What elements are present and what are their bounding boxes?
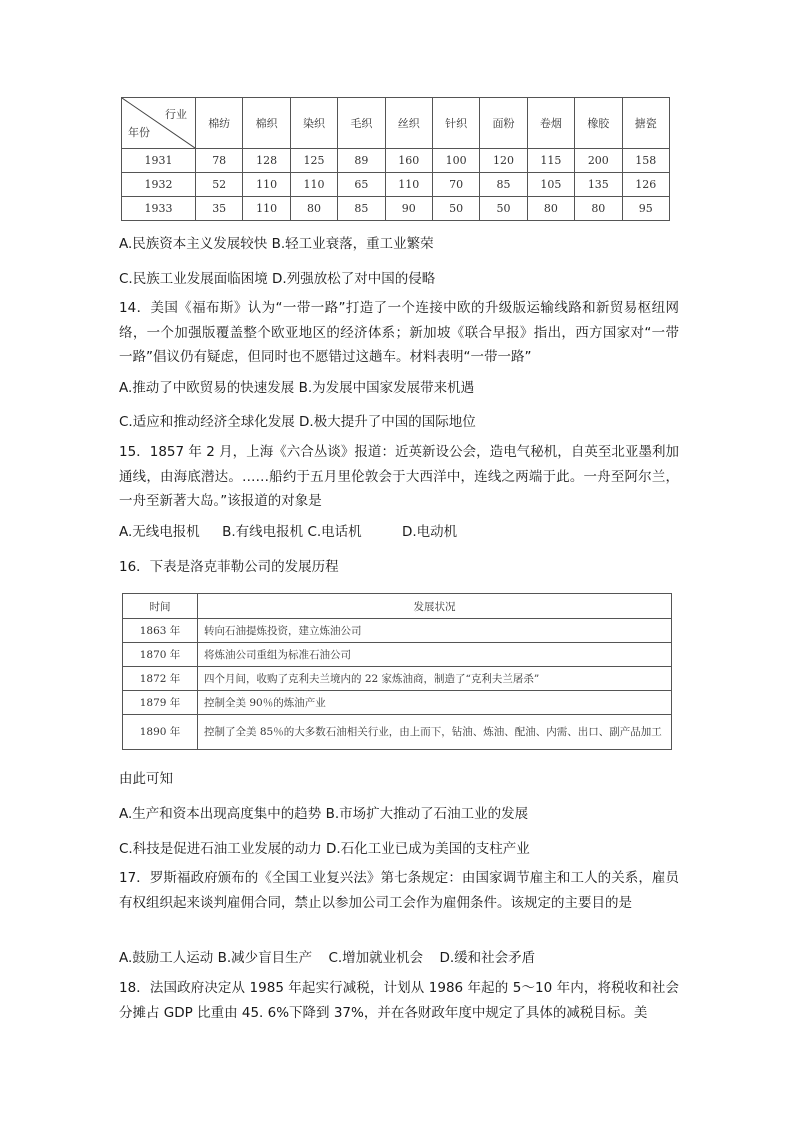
column-header: 面粉 (480, 98, 527, 149)
q18-stem: 18．法国政府决定从 1985 年起实行减税，计划从 1986 年起的 5～10 年内，将税收和社会分摊占 GDP 比重由 45. 6%下降到 37%，并在各财政年度中规定了具体的减税目标。美 (119, 980, 679, 1021)
q16-stem: 16．下表是洛克菲勒公司的发展历程 (119, 559, 339, 575)
table-cell: 110 (243, 173, 290, 197)
corner-label-year: 年份 (128, 126, 150, 139)
table-row (122, 149, 670, 173)
q14-option-d[interactable]: D.极大提升了中国的国际地位 (299, 414, 476, 430)
table-cell: 控制了全美 85％的大多数石油相关行业，由上而下，钻油、炼油、配油、内需、出口、副产品加工 (198, 715, 672, 750)
q15-option-d[interactable]: D.电动机 (401, 524, 458, 540)
q15-option-a[interactable]: A.无线电报机 (119, 524, 200, 540)
year-cell: 1890 年 (123, 715, 198, 750)
year-cell: 1870 年 (123, 643, 198, 667)
column-header: 棉织 (243, 98, 290, 149)
table-cell: 78 (196, 149, 243, 173)
column-header: 橡胶 (575, 98, 622, 149)
q14-option-b[interactable]: B.为发展中国家发展带来机遇 (298, 380, 475, 396)
year-cell: 1932 (122, 173, 196, 197)
year-cell: 1933 (122, 197, 196, 221)
q15-options-row (119, 521, 679, 543)
column-header: 棉纺 (196, 98, 243, 149)
table-corner-cell (122, 98, 196, 149)
table-row (123, 667, 672, 691)
table-cell: 110 (385, 173, 432, 197)
table-cell: 80 (575, 197, 622, 221)
table-cell: 52 (196, 173, 243, 197)
q13-options-row-1 (119, 233, 679, 255)
q14-stem: 14．美国《福布斯》认为“一带一路”打造了一个连接中欧的升级版运输线路和新贸易枢纽网络，一个加强版覆盖整个欧亚地区的经济体系；新加坡《联合早报》指出，西方国家对“一带一路”倡议仍有疑虑，但同时也不愿错过这趟车。材料表明“一带一路” (119, 300, 679, 365)
year-cell: 1863 年 (123, 619, 198, 643)
q16-options-row-1 (119, 803, 679, 825)
table-header-row (122, 98, 670, 149)
corner-label-industry: 行业 (165, 108, 187, 121)
q17-options-row (119, 947, 679, 969)
table-row (122, 197, 670, 221)
table-row (122, 173, 670, 197)
table-cell: 控制全美 90％的炼油产业 (198, 691, 672, 715)
column-header: 染织 (290, 98, 337, 149)
table-cell: 80 (290, 197, 337, 221)
table-cell: 85 (338, 197, 385, 221)
table-cell: 120 (480, 149, 527, 173)
table-cell: 105 (527, 173, 574, 197)
table-cell: 100 (432, 149, 479, 173)
table-row (123, 643, 672, 667)
q17-option-b[interactable]: B.减少盲目生产 (217, 950, 313, 966)
q17-option-c[interactable]: C.增加就业机会 (328, 950, 424, 966)
q16-option-d[interactable]: D.石化工业已成为美国的支柱产业 (326, 841, 530, 857)
rockefeller-history-table (122, 593, 672, 750)
q13-option-b[interactable]: B.轻工业衰落，重工业繁荣 (271, 236, 434, 252)
table-cell: 将炼油公司重组为标准石油公司 (198, 643, 672, 667)
table-cell: 110 (290, 173, 337, 197)
q14-option-a[interactable]: A.推动了中欧贸易的快速发展 (119, 380, 295, 396)
table-row (123, 715, 672, 750)
column-header: 卷烟 (527, 98, 574, 149)
q15-option-c[interactable]: C.电话机 (307, 524, 362, 540)
column-header: 毛织 (338, 98, 385, 149)
year-cell: 1879 年 (123, 691, 198, 715)
table-cell: 200 (575, 149, 622, 173)
table-cell: 50 (480, 197, 527, 221)
q13-option-d[interactable]: D.列强放松了对中国的侵略 (272, 271, 436, 287)
table-cell: 135 (575, 173, 622, 197)
table-cell: 65 (338, 173, 385, 197)
q14-option-c[interactable]: C.适应和推动经济全球化发展 (119, 414, 295, 430)
table-cell: 160 (385, 149, 432, 173)
column-header-time: 时间 (123, 594, 198, 619)
year-cell: 1931 (122, 149, 196, 173)
table-cell: 126 (622, 173, 669, 197)
q16-option-a[interactable]: A.生产和资本出现高度集中的趋势 (119, 806, 322, 822)
q15-option-b[interactable]: B.有线电报机 (222, 524, 304, 540)
q16-options-row-2 (119, 838, 679, 860)
column-header: 针织 (432, 98, 479, 149)
q16-option-c[interactable]: C.科技是促进石油工业发展的动力 (119, 841, 322, 857)
table-row (123, 691, 672, 715)
q16-option-b[interactable]: B.市场扩大推动了石油工业的发展 (325, 806, 529, 822)
table-header-row (123, 594, 672, 619)
column-header-status: 发展状况 (198, 594, 672, 619)
table-cell: 115 (527, 149, 574, 173)
table-cell: 110 (243, 197, 290, 221)
table-cell: 125 (290, 149, 337, 173)
table-cell: 85 (480, 173, 527, 197)
q14-options-row-2 (119, 411, 679, 433)
table-cell: 128 (243, 149, 290, 173)
column-header: 搪瓷 (622, 98, 669, 149)
table-row (123, 619, 672, 643)
table-cell: 50 (432, 197, 479, 221)
q13-option-a[interactable]: A.民族资本主义发展较快 (119, 236, 268, 252)
table-cell: 158 (622, 149, 669, 173)
industry-index-table (121, 97, 670, 221)
table-cell: 转向石油提炼投资，建立炼油公司 (198, 619, 672, 643)
table-cell: 89 (338, 149, 385, 173)
table-cell: 90 (385, 197, 432, 221)
q16-conclusion-text: 由此可知 (119, 771, 173, 787)
q13-options-row-2 (119, 268, 679, 290)
table-cell: 35 (196, 197, 243, 221)
table-cell: 四个月间，收购了克利夫兰境内的 22 家炼油商，制造了“克利夫兰屠杀” (198, 667, 672, 691)
q17-stem: 17．罗斯福政府颁布的《全国工业复兴法》第七条规定：由国家调节雇主和工人的关系，雇员有权组织起来谈判雇佣合同，禁止以参加公司工会作为雇佣条件。该规定的主要目的是 (119, 870, 679, 911)
q17-option-a[interactable]: A.鼓励工人运动 (119, 950, 214, 966)
table-cell: 70 (432, 173, 479, 197)
q13-option-c[interactable]: C.民族工业发展面临困境 (119, 271, 268, 287)
year-cell: 1872 年 (123, 667, 198, 691)
q15-stem: 15．1857 年 2 月，上海《六合丛谈》报道：近英新设公会，造电气秘机，自英至北亚墨利加通线，由海底潜达。……船约于五月里伦敦会于大西洋中，连线之两端于此。一舟至阿尔兰，一舟至新著大岛。”该报道的对象是 (119, 444, 679, 509)
table-cell: 95 (622, 197, 669, 221)
table-cell: 80 (527, 197, 574, 221)
q14-options-row-1 (119, 377, 679, 399)
q17-option-d[interactable]: D.缓和社会矛盾 (439, 950, 536, 966)
column-header: 丝织 (385, 98, 432, 149)
